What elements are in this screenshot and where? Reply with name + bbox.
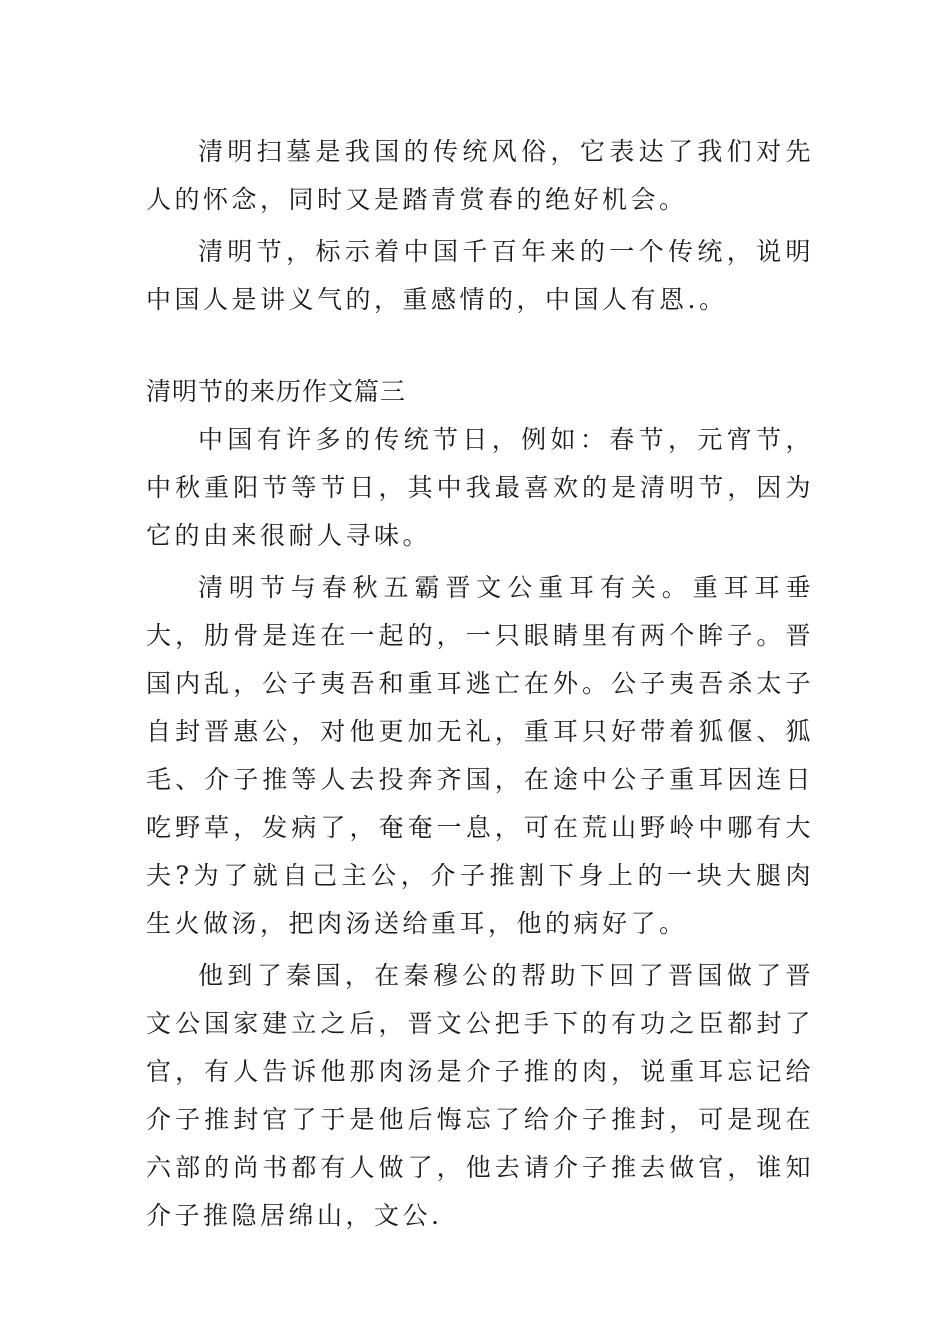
paragraph-2: 清明节，标示着中国千百年来的一个传统，说明中国人是讲义气的，重感情的，中国人有恩.。 [146,237,814,314]
paragraph-3: 中国有许多的传统节日，例如：春节，元宵节，中秋重阳节等节日，其中我最喜欢的是清明节，因为它的由来很耐人寻味。 [146,425,814,550]
document-page [146,128,814,1244]
section-title: 清明节的来历作文篇三 [146,377,407,406]
paragraph-4: 清明节与春秋五霸晋文公重耳有关。重耳耳垂大，肋骨是连在一起的，一只眼睛里有两个眸子。晋国内乱，公子夷吾和重耳逃亡在外。公子夷吾杀太子自封晋惠公，对他更加无礼，重耳只好带着狐偃、狐毛、介子推等人去投奔齐国，在途中公子重耳因连日吃野草，发病了，奄奄一息，可在荒山野岭中哪有大夫?为了就自己主公，介子推割下身上的一块大腿肉生火做汤，把肉汤送给重耳，他的病好了。 [146,573,814,938]
paragraph-1: 清明扫墓是我国的传统风俗，它表达了我们对先人的怀念，同时又是踏青赏春的绝好机会。 [146,137,814,214]
paragraph-5: 他到了秦国，在秦穆公的帮助下回了晋国做了晋文公国家建立之后，晋文公把手下的有功之臣都封了官，有人告诉他那肉汤是介子推的肉，说重耳忘记给介子推封官了于是他后悔忘了给介子推封，可是现在六部的尚书都有人做了，他去请介子推去做官，谁知介子推隐居绵山，文公. [146,961,814,1230]
